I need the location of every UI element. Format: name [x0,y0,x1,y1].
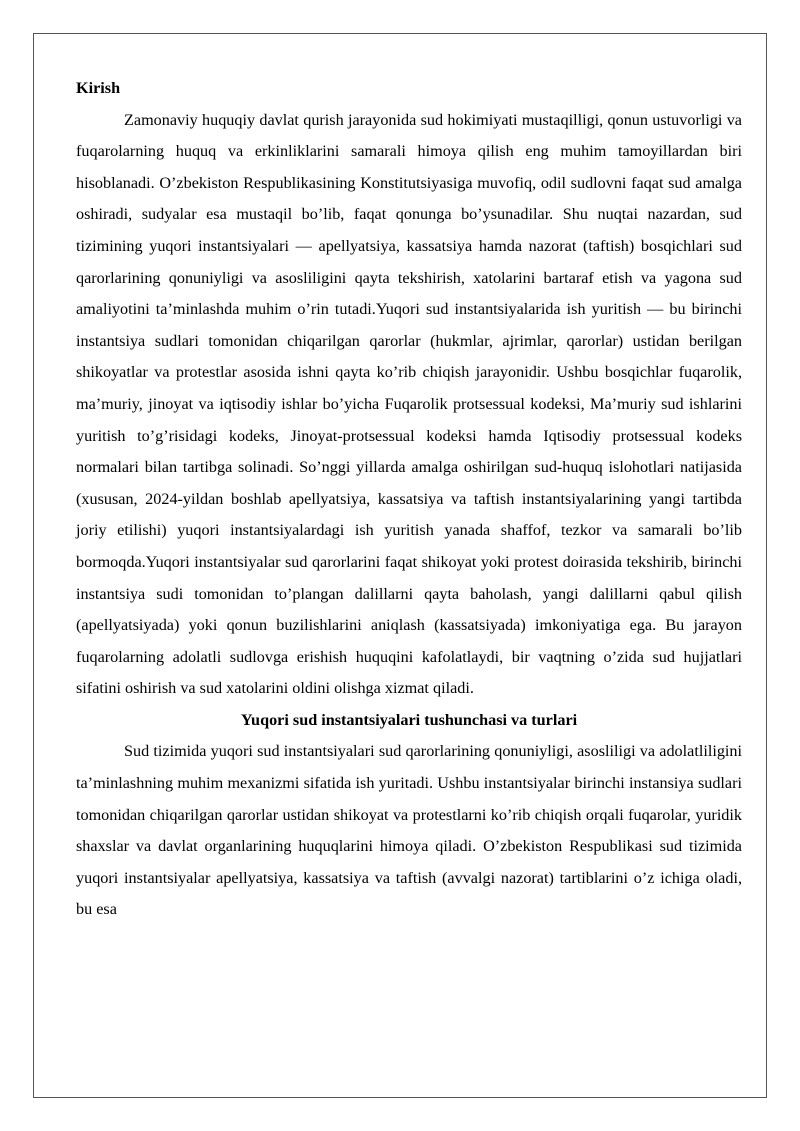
section-heading: Yuqori sud instantsiyalari tushunchasi va turlari [240,710,578,729]
document-body [76,73,742,926]
section-paragraph: Sud tizimida yuqori sud instantsiyalari sud qarorlarining qonuniyligi, asosliligi va adolatliligini ta’minlashning muhim mexanizmi sifatida ish yuritadi. Ushbu instantsiyalar birinchi instansiya sudlari tomonidan chiqarilgan qarorlar ustidan shikoyat va protestlarni ko’rib chiqish orqali fuqarolar, yuridik shaxslar va davlat organlarining huquqlarini himoya qiladi. O’zbekiston Respublikasi sud tizimida yuqori instantsiyalar apellyatsiya, kassatsiya va taftish (avvalgi nazorat) tartiblarini o’z ichiga oladi, bu esa [76,742,742,919]
intro-heading: Kirish [76,79,121,97]
intro-paragraph: Zamonaviy huquqiy davlat qurish jarayonida sud hokimiyati mustaqilligi, qonun ustuvorligi va fuqarolarning huquq va erkinliklarini samarali himoya qilish eng muhim tamoyillardan biri hisoblanadi. O’zbekiston Respublikasining Konstitutsiyasiga muvofiq, odil sudlovni faqat sud amalga oshiradi, sudyalar esa mustaqil bo’lib, faqat qonunga bo’ysunadilar. Shu nuqtai nazardan, sud tizimining yuqori instantsiyalari — apellyatsiya, kassatsiya hamda nazorat (taftish) bosqichlari sud qarorlarining qonuniyligi va asosliligini qayta tekshirish, xatolarini bartaraf etish va yagona sud amaliyotini ta’minlashda muhim o’rin tutadi.Yuqori sud instantsiyalarida ish yuritish — bu birinchi instantsiya sudlari tomonidan chiqarilgan qarorlar (hukmlar, ajrimlar, qarorlar) ustidan berilgan shikoyatlar va protestlar asosida ishni qayta ko’rib chiqish jarayonidir. Ushbu bosqichlar fuqarolik, ma’muriy, jinoyat va iqtisodiy ishlar bo’yicha Fuqarolik protsessual kodeksi, Ma’muriy sud ishlarini yuritish to’g’risidagi kodeks, Jinoyat-protsessual kodeksi hamda Iqtisodiy protsessual kodeks normalari bilan tartibga solinadi. So’nggi yillarda amalga oshirilgan sud-huquq islohotlari natijasida (xususan, 2024-yildan boshlab apellyatsiya, kassatsiya va taftish instantsiyalarining yangi tartibda joriy etilishi) yuqori instantsiyalardagi ish yuritish yanada shaffof, tezkor va samarali bo’lib bormoqda.Yuqori instantsiyalar sud qarorlarini faqat shikoyat yoki protest doirasida tekshirib, birinchi instantsiya sudi tomonidan to’plangan dalillarni qayta baholash, yangi dalillarni qabul qilish (apellyatsiyada) yoki qonun buzilishlarini aniqlash (kassatsiyada) imkoniyatiga ega. Bu jarayon fuqarolarning adolatli sudlovga erishish huquqini kafolatlaydi, bir vaqtning o’zida sud hujjatlari sifatini oshirish va sud xatolarini oldini olishga xizmat qiladi. [76,110,742,698]
